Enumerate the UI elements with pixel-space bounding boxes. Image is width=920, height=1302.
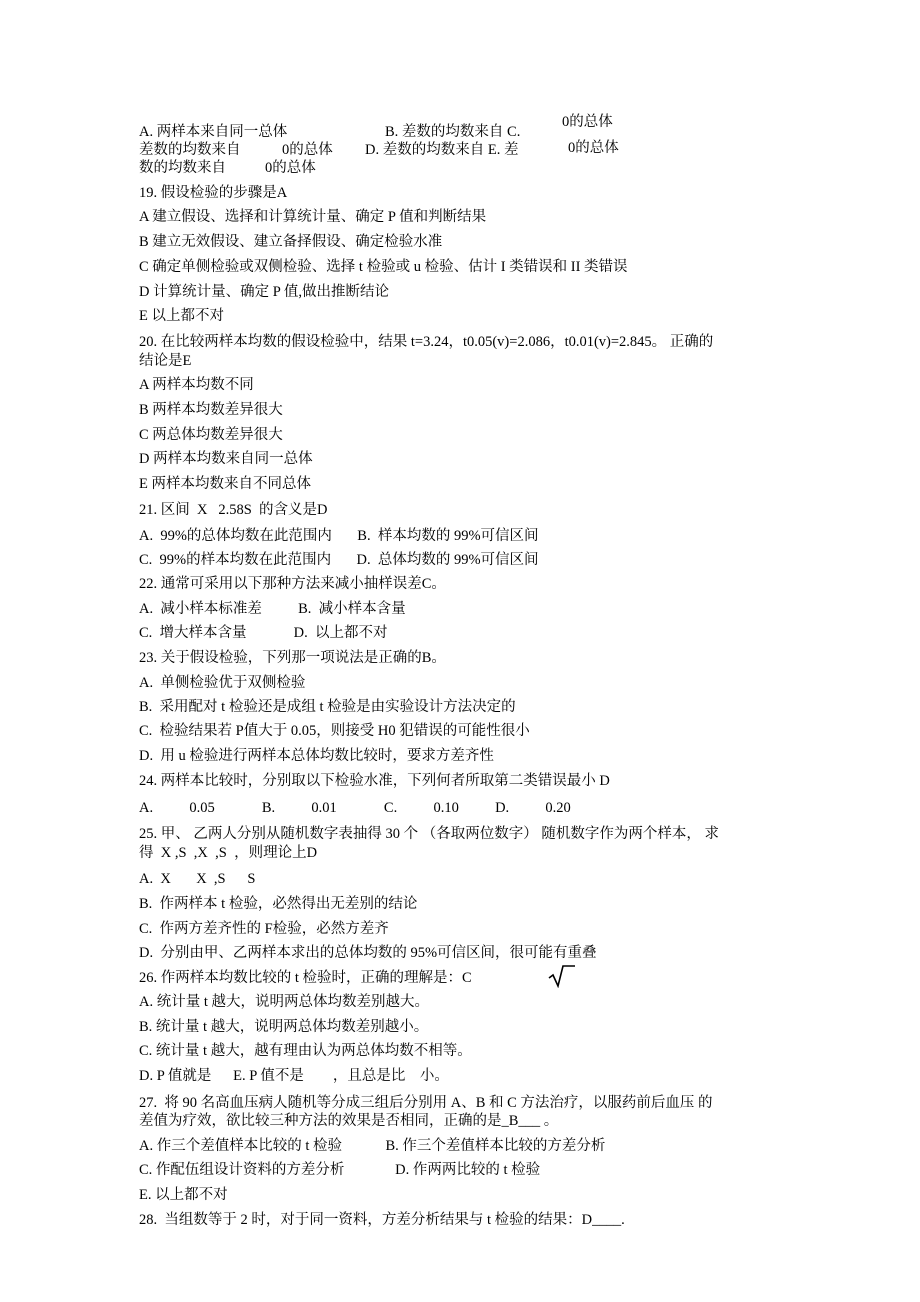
q25-option-b: B. 作两样本 t 检验，必然得出无差别的结论	[139, 896, 418, 912]
q26-option-c: C. 统计量 t 越大，越有理由认为两总体均数不相等。	[139, 1043, 472, 1059]
q20-option-b: B 两样本均数差异很大	[139, 402, 283, 418]
q26-option-a: A. 统计量 t 越大，说明两总体均数差别越大。	[139, 994, 429, 1010]
q18-option-e-text: 数的均数来自	[139, 160, 226, 176]
q24-options-row: A. 0.05 B. 0.01 C. 0.10 D. 0.20	[139, 800, 571, 816]
q26-stem: 26. 作两样本均数比较的 t 检验时，正确的理解是：C	[139, 970, 472, 986]
q26-option-b: B. 统计量 t 越大，说明两总体均数差别越小。	[139, 1019, 429, 1035]
q20-option-a: A 两样本均数不同	[139, 377, 254, 393]
q22-options-row1: A. 减小样本标准差 B. 减小样本含量	[139, 601, 406, 617]
q24-stem: 24. 两样本比较时，分别取以下检验水准，下列何者所取第二类错误最小 D	[139, 773, 610, 789]
q18-superscript-2: 0的总体	[568, 140, 619, 156]
q18-superscript-1: 0的总体	[562, 114, 613, 130]
q18-option-c-suffix: 0的总体	[282, 142, 333, 158]
q19-option-b: B 建立无效假设、建立备择假设、确定检验水准	[139, 234, 443, 250]
q28-stem: 28. 当组数等于 2 时，对于同一资料，方差分析结果与 t 检验的结果：D____.	[139, 1212, 625, 1228]
q18-option-d: D. 差数的均数来自 E. 差	[365, 142, 519, 158]
q27-stem-line2: 差值为疗效，欲比较三种方法的效果是否相同，正确的是_B___ 。	[139, 1113, 559, 1129]
q19-stem: 19. 假设检验的步骤是A	[139, 185, 288, 201]
q25-stem-line2: 得 X ,S ,X ,S ，则理论上D	[139, 845, 318, 861]
q18-option-c-text: 差数的均数来自	[139, 142, 241, 158]
q27-stem-line1: 27. 将 90 名高血压病人随机等分成三组后分别用 A、B 和 C 方法治疗，以服药前后血压 的	[139, 1095, 713, 1111]
q23-stem: 23. 关于假设检验，下列那一项说法是正确的B。	[139, 650, 446, 666]
q26-option-de: D. P 值就是 E. P 值不是 ，且总是比 小。	[139, 1068, 449, 1084]
q19-option-c: C 确定单侧检验或双侧检验、选择 t 检验或 u 检验、估计 I 类错误和 II 类错误	[139, 259, 628, 275]
q25-option-d: D. 分别由甲、乙两样本求出的总体均数的 95%可信区间，很可能有重叠	[139, 945, 597, 961]
q22-options-row2: C. 增大样本含量 D. 以上都不对	[139, 625, 388, 641]
q27-options-row1: A. 作三个差值样本比较的 t 检验 B. 作三个差值样本比较的方差分析	[139, 1138, 606, 1154]
q20-stem-line2: 结论是E	[139, 353, 192, 369]
q25-stem-line1: 25. 甲、 乙两人分别从随机数字表抽得 30 个 （各取两位数字） 随机数字作为两个样本， 求	[139, 826, 719, 842]
q23-option-c: C. 检验结果若 P值大于 0.05，则接受 H0 犯错误的可能性很小	[139, 723, 530, 739]
q20-option-d: D 两样本均数来自同一总体	[139, 451, 313, 467]
q20-option-c: C 两总体均数差异很大	[139, 427, 283, 443]
q19-option-e: E 以上都不对	[139, 308, 224, 324]
q21-stem: 21. 区间 X 2.58S 的含义是D	[139, 502, 328, 518]
q27-options-row2: C. 作配伍组设计资料的方差分析 D. 作两两比较的 t 检验	[139, 1162, 541, 1178]
q18-option-a: A. 两样本来自同一总体	[139, 124, 288, 140]
q23-option-d: D. 用 u 检验进行两样本总体均数比较时，要求方差齐性	[139, 748, 494, 764]
q22-stem: 22. 通常可采用以下那种方法来减小抽样误差C。	[139, 576, 446, 592]
q25-option-c: C. 作两方差齐性的 F检验，必然方差齐	[139, 921, 389, 937]
q20-option-e: E 两样本均数来自不同总体	[139, 476, 311, 492]
q23-option-b: B. 采用配对 t 检验还是成组 t 检验是由实验设计方法决定的	[139, 699, 516, 715]
sqrt-symbol-icon	[548, 964, 576, 988]
q27-option-e: E. 以上都不对	[139, 1187, 228, 1203]
q21-options-row2: C. 99%的样本均数在此范围内 D. 总体均数的 99%可信区间	[139, 552, 539, 568]
q19-option-a: A 建立假设、选择和计算统计量、确定 P 值和判断结果	[139, 209, 487, 225]
q23-option-a: A. 单侧检验优于双侧检验	[139, 675, 306, 691]
q18-option-b: B. 差数的均数来自 C.	[385, 124, 521, 140]
q20-stem-line1: 20. 在比较两样本均数的假设检验中，结果 t=3.24，t0.05(v)=2.086，t0.01(v)=2.845。 正确的	[139, 334, 714, 350]
q25-option-a: A. X X ,S S	[139, 871, 256, 887]
q18-option-e-suffix: 0的总体	[265, 160, 316, 176]
q21-options-row1: A. 99%的总体均数在此范围内 B. 样本均数的 99%可信区间	[139, 528, 539, 544]
q19-option-d: D 计算统计量、确定 P 值,做出推断结论	[139, 284, 389, 300]
